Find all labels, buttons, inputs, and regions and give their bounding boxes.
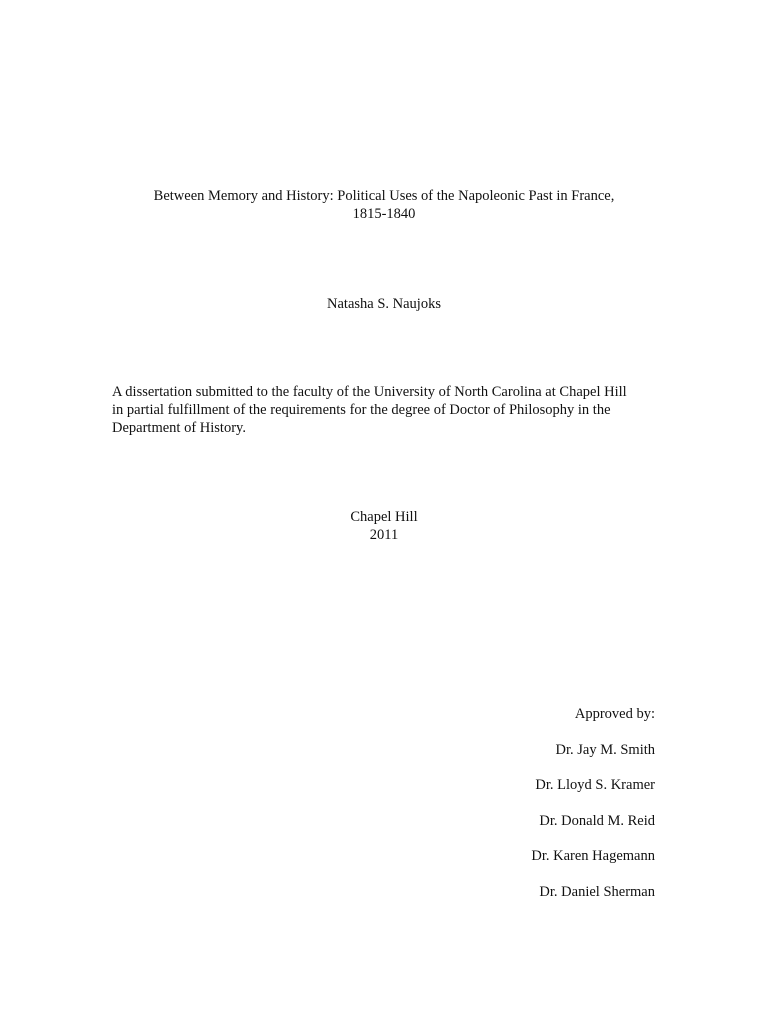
submission-statement-line-1: A dissertation submitted to the faculty of the University of North Carolina at Chapel Hill bbox=[112, 384, 627, 400]
committee-member: Dr. Donald M. Reid bbox=[539, 812, 655, 829]
submission-statement-line-3: Department of History. bbox=[112, 420, 246, 436]
dissertation-title-line-2: 1815-1840 bbox=[352, 206, 416, 222]
place-of-submission: Chapel Hill bbox=[350, 509, 418, 525]
committee-member: Dr. Jay M. Smith bbox=[555, 741, 655, 758]
year-of-submission: 2011 bbox=[369, 527, 399, 543]
committee-member: Dr. Karen Hagemann bbox=[531, 848, 655, 865]
author-name: Natasha S. Naujoks bbox=[327, 296, 441, 312]
approval-block bbox=[355, 705, 655, 919]
committee-member: Dr. Lloyd S. Kramer bbox=[535, 777, 655, 794]
submission-statement bbox=[112, 383, 672, 437]
committee-member: Dr. Daniel Sherman bbox=[539, 883, 655, 900]
dissertation-title-line-1: Between Memory and History: Political Uses of the Napoleonic Past in France, bbox=[153, 188, 615, 204]
submission-statement-line-2: in partial fulfillment of the requirements for the degree of Doctor of Philosophy in the bbox=[112, 402, 611, 418]
approval-label: Approved by: bbox=[574, 706, 655, 722]
